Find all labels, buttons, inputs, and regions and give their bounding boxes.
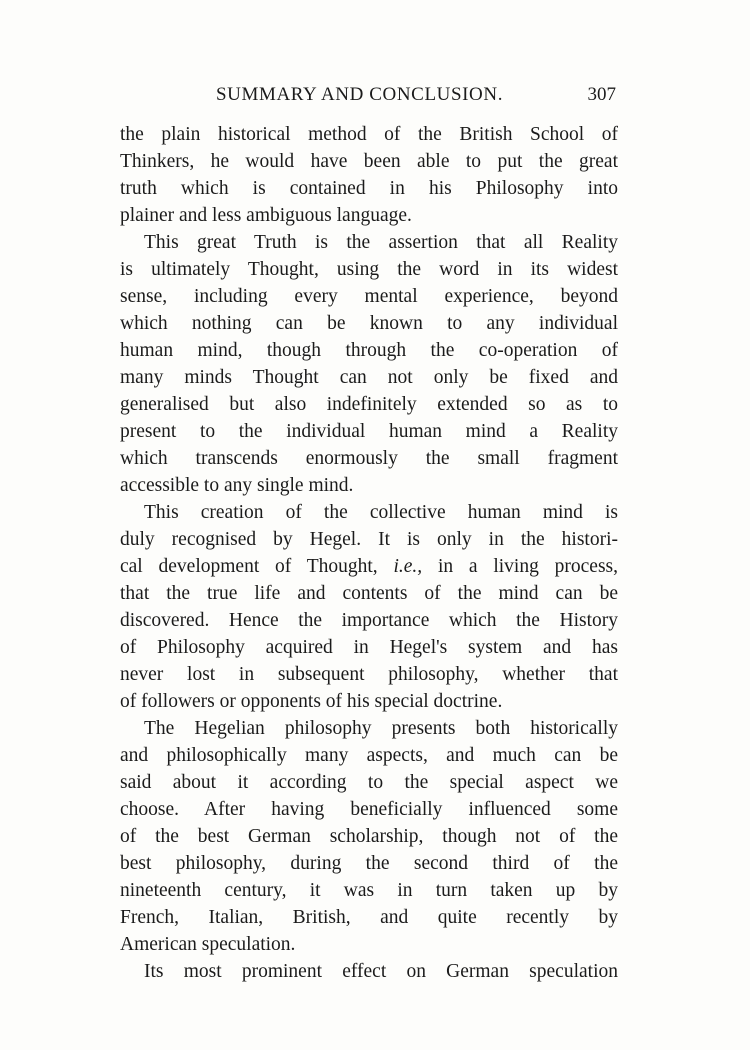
running-title: SUMMARY AND CONCLUSION. [216,84,504,105]
paragraph-5 [120,958,618,985]
text-line: of the best German scholarship, though not of the [120,826,618,847]
text-line: which nothing can be known to any individual [120,313,618,334]
text-line: plainer and less ambiguous language. [120,205,412,226]
text-line: accessible to any single mind. [120,475,354,496]
text-line: nineteenth century, it was in turn taken up by [120,880,618,901]
text-line: that the true life and contents of the mind can be [120,583,618,604]
text-line: which transcends enormously the small fragment [120,448,618,469]
paragraph-1 [120,121,618,229]
text-line: French, Italian, British, and quite recently by [120,907,618,928]
text-line: generalised but also indefinitely extended so as to [120,394,618,415]
paragraph-4 [120,715,618,958]
text-line: Thinkers, he would have been able to put the great [120,151,618,172]
text-line: This great Truth is the assertion that all Reality [144,232,618,253]
text-line: This creation of the collective human mind is [144,502,618,523]
text-line: said about it according to the special aspect we [120,772,618,793]
text-line: and philosophically many aspects, and much can be [120,745,618,766]
paragraph-2 [120,229,618,499]
text-line: sense, including every mental experience, beyond [120,286,618,307]
text-line: choose. After having beneficially influenced some [120,799,618,820]
text-line: truth which is contained in his Philosophy into [120,178,618,199]
text-line: The Hegelian philosophy presents both historically [144,718,618,739]
paragraph-3 [120,499,618,715]
body-text [120,121,618,985]
text-line: cal development of Thought, i.e., in a living process, [120,556,618,577]
text-line: discovered. Hence the importance which the History [120,610,618,631]
text-line: never lost in subsequent philosophy, whether that [120,664,618,685]
text-line: many minds Thought can not only be fixed and [120,367,618,388]
text-line: duly recognised by Hegel. It is only in the histori- [120,529,618,550]
text-line: of Philosophy acquired in Hegel's system and has [120,637,618,658]
text-line: of followers or opponents of his special doctrine. [120,691,503,712]
running-head [120,84,620,110]
text-line: best philosophy, during the second third of the [120,853,618,874]
text-line: the plain historical method of the British School of [120,124,618,145]
text-line: American speculation. [120,934,296,955]
italic-abbreviation: i.e., [393,556,423,577]
text-line: Its most prominent effect on German speculation [144,961,618,982]
text-line: is ultimately Thought, using the word in its widest [120,259,618,280]
page-number: 307 [587,84,616,105]
text-line: human mind, though through the co-operation of [120,340,618,361]
text-line: present to the individual human mind a Reality [120,421,618,442]
